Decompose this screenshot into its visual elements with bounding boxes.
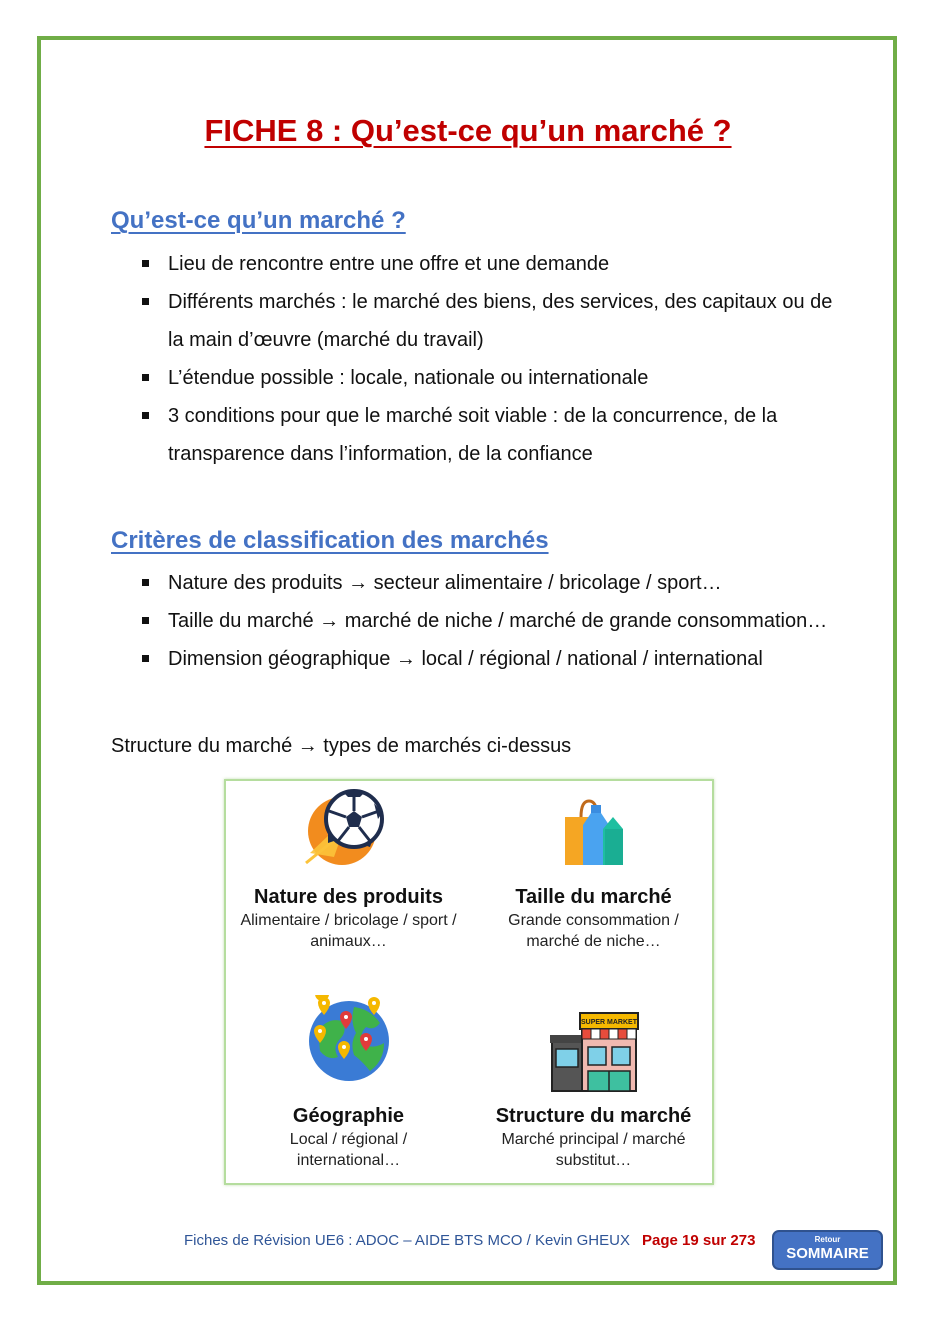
list-item: Dimension géographique → local / régional / national / international: [140, 640, 840, 678]
section-heading-what-is-market: Qu’est-ce qu’un marché ?: [111, 207, 406, 234]
criterion-title: Géographie: [292, 1105, 405, 1127]
list-item: L’étendue possible : locale, nationale ou internationale: [140, 359, 840, 397]
criterion-title: Nature des produits: [254, 886, 443, 908]
criterion-size: [471, 781, 716, 981]
footer-credit: Fiches de Révision UE6 : ADOC – AIDE BTS MCO / Kevin GHEUX: [184, 1232, 630, 1249]
classification-bullet-list: [140, 564, 840, 678]
definition-bullet-list: [140, 245, 840, 473]
section-heading-classification: Critères de classification des marchés: [111, 527, 549, 554]
list-item: Nature des produits → secteur alimentaire / bricolage / sport…: [140, 564, 840, 602]
criterion-structure: [471, 991, 716, 1187]
criterion-nature: [226, 781, 471, 981]
criterion-title: Taille du marché: [515, 886, 672, 908]
summary-label: SOMMAIRE: [786, 1245, 869, 1262]
criterion-description: Local / régional / international…: [289, 1131, 408, 1169]
page-number: Page 19 sur 273: [642, 1232, 756, 1249]
list-item: Différents marchés : le marché des biens, des services, des capitaux ou de la main d’œuvre (marché du travail): [140, 283, 840, 359]
criterion-description: Marché principal / marché substitut…: [501, 1131, 686, 1169]
supermarket-sign-text: SUPER MARKET: [580, 1019, 637, 1026]
structure-line: Structure du marché → types de marchés ci-dessus: [111, 735, 572, 757]
page-title: FICHE 8 : Qu’est-ce qu’un marché ?: [204, 113, 732, 148]
classification-infographic: [224, 779, 714, 1185]
list-item: Lieu de rencontre entre une offre et une demande: [140, 245, 840, 283]
criterion-description: Grande consommation / marché de niche…: [508, 912, 679, 950]
return-label: Retour: [814, 1235, 841, 1244]
globe-pins-icon: [226, 995, 471, 1086]
return-summary-button[interactable]: [772, 1230, 883, 1270]
soccer-ball-icon: [226, 787, 471, 874]
criterion-description: Alimentaire / bricolage / sport / animaux…: [240, 912, 457, 950]
shopping-bags-icon: [471, 787, 716, 874]
list-item: Taille du marché → marché de niche / marché de grande consommation…: [140, 602, 840, 640]
list-item: 3 conditions pour que le marché soit viable : de la concurrence, de la transparence dans l’information, de la confiance: [140, 397, 840, 473]
criterion-title: Structure du marché: [495, 1105, 692, 1127]
supermarket-icon: [471, 1009, 716, 1098]
criterion-geography: [226, 991, 471, 1187]
